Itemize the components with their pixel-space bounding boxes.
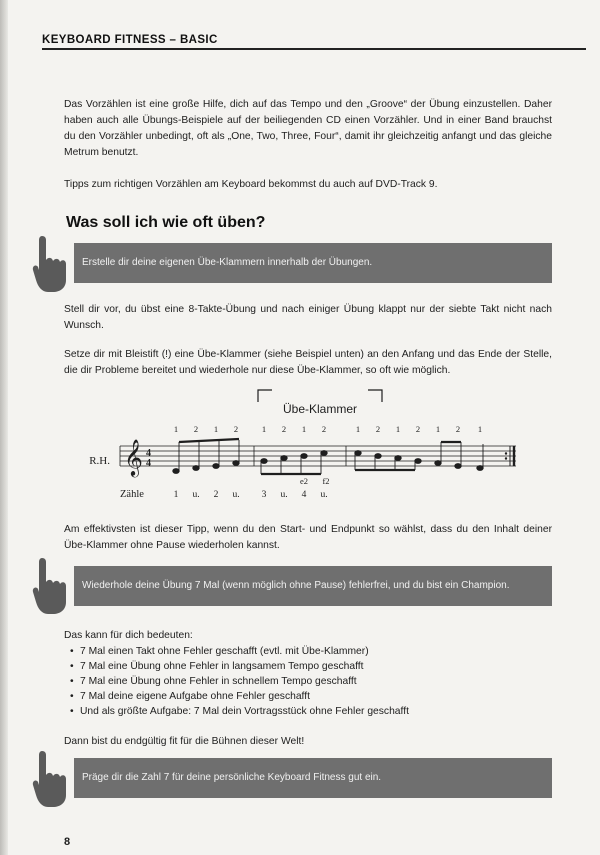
list-intro: Das kann für dich bedeuten: (64, 630, 193, 641)
practice-bracket-label: Übe-Klammer (282, 402, 358, 416)
svg-text:4: 4 (146, 448, 151, 459)
svg-text:1: 1 (213, 424, 219, 434)
closing-line: Dann bist du endgültig fit für die Bühnen dieser Welt! (64, 736, 305, 747)
svg-text:4: 4 (301, 490, 307, 500)
svg-text:2: 2 (193, 424, 199, 434)
note-group (173, 439, 483, 474)
page-header-title: KEYBOARD FITNESS – BASIC (42, 34, 218, 46)
chord-label-f2: f2 (322, 476, 330, 486)
pointing-hand-icon (32, 749, 74, 813)
svg-text:1: 1 (355, 424, 361, 434)
list-item: • 7 Mal deine eigene Aufgabe ohne Fehler geschafft (70, 689, 409, 704)
svg-text:4: 4 (146, 458, 151, 469)
pointing-hand-icon (32, 234, 74, 298)
list-item: • 7 Mal eine Übung ohne Fehler in langsamem Tempo geschafft (70, 659, 409, 674)
svg-text:1: 1 (435, 424, 441, 434)
header-rule (42, 48, 586, 50)
page-number: 8 (64, 836, 71, 848)
tip-box-1: Erstelle dir deine eigenen Übe-Klammern innerhalb der Übungen. (74, 243, 552, 283)
svg-text:1: 1 (173, 424, 179, 434)
svg-text:2: 2 (415, 424, 421, 434)
hand-label: R.H. (89, 455, 110, 467)
music-notation-example (0, 380, 600, 500)
list-item: • 7 Mal einen Takt ohne Fehler geschafft (evtl. mit Übe-Klammer) (70, 644, 409, 659)
svg-text:u.: u. (232, 490, 240, 500)
svg-text:2: 2 (321, 424, 327, 434)
count-syllables (174, 490, 328, 500)
chord-label-e2: e2 (299, 476, 309, 486)
svg-text:3: 3 (261, 490, 267, 500)
body-paragraph-2: Setze dir mit Bleistift (!) eine Übe-Klammer (siehe Beispiel unten) an den Anfang und das Ende der Stelle, die dir Probleme bereitet und wiederhole nur diese Übe-Klammer, so oft wie möglich. (64, 349, 552, 376)
count-label: Zähle (120, 489, 144, 500)
svg-text:2: 2 (233, 424, 239, 434)
svg-text:1: 1 (301, 424, 307, 434)
body-paragraph-1: Stell dir vor, du übst eine 8-Takte-Übung und nach einiger Übung klappt nur der siebte Takt nicht nach Wunsch. (64, 304, 552, 331)
practice-bracket (258, 390, 382, 416)
svg-text:2: 2 (455, 424, 461, 434)
tip-box-3: Präge dir die Zahl 7 für deine persönliche Keyboard Fitness gut ein. (74, 758, 552, 798)
svg-text:u.: u. (280, 490, 288, 500)
svg-text:1: 1 (261, 424, 267, 434)
svg-text:2: 2 (375, 424, 381, 434)
dvd-tip-line: Tipps zum richtigen Vorzählen am Keyboard bekommst du auch auf DVD-Track 9. (64, 179, 438, 190)
svg-text:1: 1 (173, 490, 179, 500)
body-paragraph-3: Am effektivsten ist dieser Tipp, wenn du den Start- und Endpunkt so wählst, dass du den Inhalt deiner Übe-Klammer ohne Pause wiederholen kannst. (64, 524, 552, 551)
pointing-hand-icon (32, 556, 74, 620)
section-heading: Was soll ich wie oft üben? (66, 214, 266, 231)
svg-text:u.: u. (320, 490, 328, 500)
tip-box-2: Wiederhole deine Übung 7 Mal (wenn möglich ohne Pause) fehlerfrei, und du bist ein Champion. (74, 566, 552, 606)
achievement-list (70, 644, 409, 719)
svg-text:1: 1 (477, 424, 483, 434)
fingering-numbers (174, 424, 482, 434)
svg-text:2: 2 (213, 490, 219, 500)
list-item: • 7 Mal eine Übung ohne Fehler in schnellem Tempo geschafft (70, 674, 409, 689)
intro-paragraph: Das Vorzählen ist eine große Hilfe, dich auf das Tempo und den „Groove“ der Übung einzustellen. Daher haben auch alle Übungs-Beispiele auf der beiliegenden CD einen Vorzähler. Und in einer Band brauchst du den Vorzähler unbedingt, oft als „One, Two, Three, Four“, damit ihr gleichzeitig anfangt und das gleiche Metrum benutzt. (64, 99, 552, 158)
svg-text:2: 2 (281, 424, 287, 434)
list-item: • Und als größte Aufgabe: 7 Mal dein Vortragsstück ohne Fehler geschafft (70, 704, 409, 719)
svg-text:u.: u. (192, 490, 200, 500)
treble-clef-icon: 𝄞 (124, 439, 143, 475)
svg-text:1: 1 (395, 424, 401, 434)
